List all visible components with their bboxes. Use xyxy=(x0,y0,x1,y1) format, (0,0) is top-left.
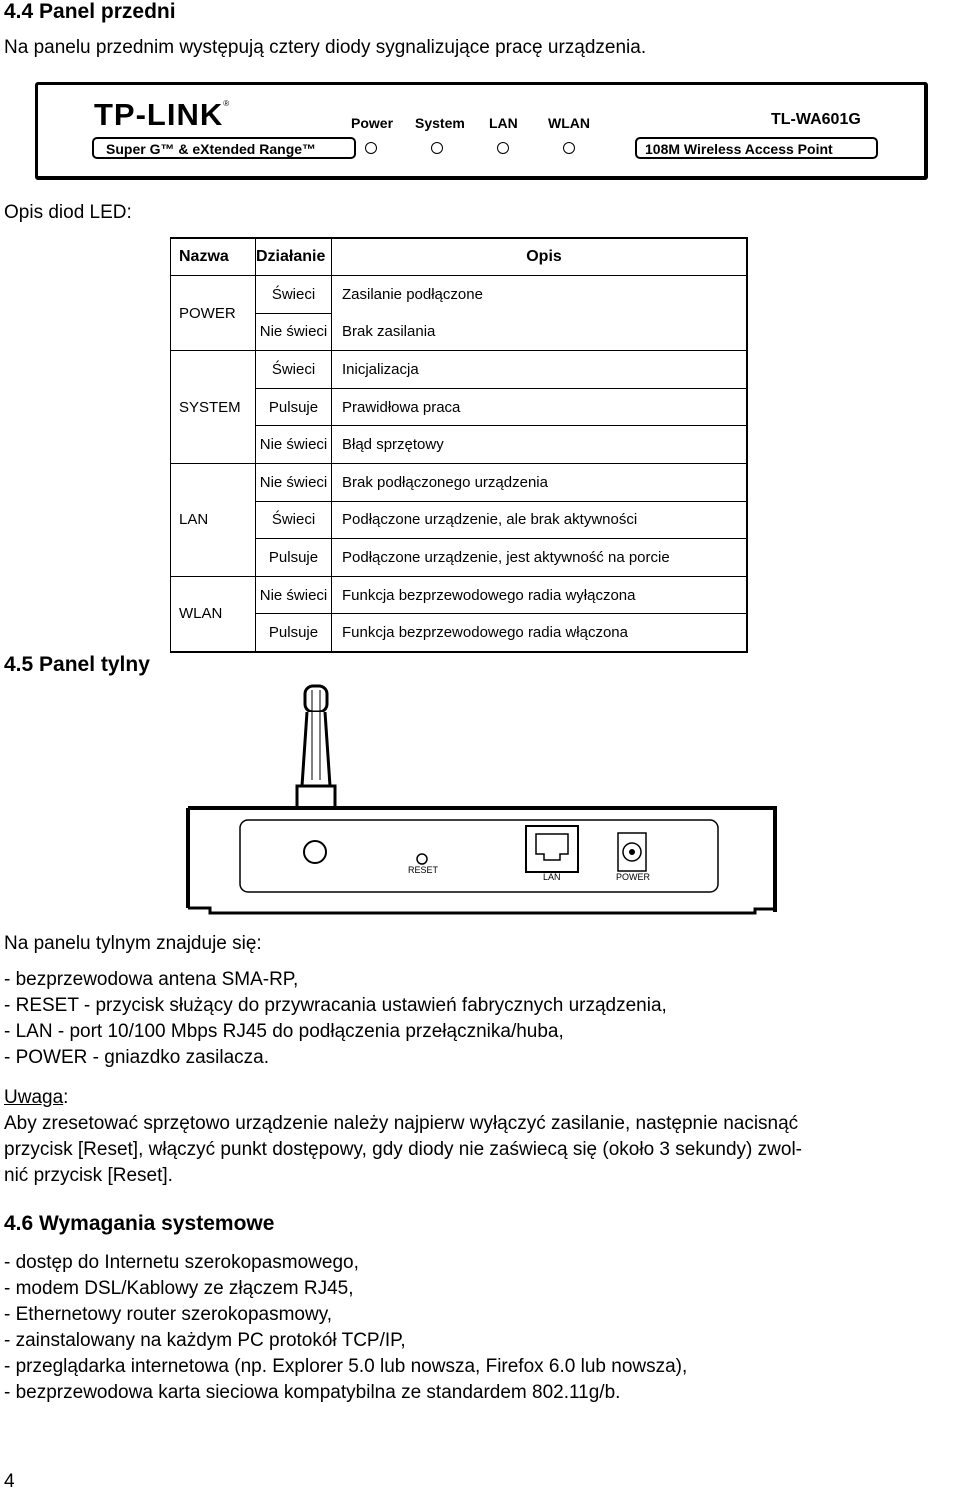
list-item: - bezprzewodowa karta sieciowa kompatybilna ze standardem 802.11g/b. xyxy=(4,1382,621,1403)
section-heading-rear: 4.5 Panel tylny xyxy=(4,653,150,676)
led-state: Świeci xyxy=(256,276,332,314)
rear-items-list xyxy=(4,967,667,1071)
led-description-table xyxy=(170,237,748,653)
led-desc: Funkcja bezprzewodowego radia wyłączona xyxy=(332,576,748,614)
note-block xyxy=(4,1085,960,1189)
led-desc: Inicjalizacja xyxy=(332,351,748,389)
led-system-indicator xyxy=(431,142,443,154)
note-line: nić przycisk [Reset]. xyxy=(4,1165,173,1186)
led-lan-indicator xyxy=(497,142,509,154)
led-state: Nie świeci xyxy=(256,576,332,614)
rear-label-reset: RESET xyxy=(408,865,439,875)
list-item: - RESET - przycisk służący do przywracania ustawień fabrycznych urządzenia, xyxy=(4,995,667,1016)
note-label: Uwaga xyxy=(4,1087,64,1108)
antenna-icon xyxy=(297,686,335,808)
section-heading-front: 4.4 Panel przedni xyxy=(4,0,176,23)
table-header-action: Działanie xyxy=(256,238,332,276)
note-line: przycisk [Reset], włączyć punkt dostępowy, gdy diody nie zaświecą się (około 3 sekundy) zwol- xyxy=(4,1139,802,1160)
list-item: - POWER - gniazdko zasilacza. xyxy=(4,1047,270,1068)
front-panel-illustration xyxy=(35,82,928,180)
note-line: Aby zresetować sprzętowo urządzenie należy najpierw wyłączyć zasilanie, następnie nacisnąć xyxy=(4,1113,799,1134)
led-state: Świeci xyxy=(256,351,332,389)
rear-panel-illustration xyxy=(180,680,780,915)
led-desc: Funkcja bezprzewodowego radia włączona xyxy=(332,614,748,652)
antenna-jack-icon xyxy=(304,841,326,863)
rear-panel-intro: Na panelu tylnym znajduje się: xyxy=(4,933,262,954)
brand-logo: TP-LINK® xyxy=(94,97,231,132)
led-name-wlan: WLAN xyxy=(171,576,256,652)
led-table-caption: Opis diod LED: xyxy=(4,202,132,223)
list-item: - modem DSL/Kablowy ze złączem RJ45, xyxy=(4,1278,354,1299)
page-number: 4 xyxy=(4,1471,15,1492)
section-heading-requirements: 4.6 Wymagania systemowe xyxy=(4,1212,275,1235)
led-desc: Błąd sprzętowy xyxy=(332,426,748,464)
led-power-indicator xyxy=(365,142,377,154)
reset-button-icon xyxy=(417,854,427,864)
rear-label-lan: LAN xyxy=(543,872,561,882)
model-label: TL-WA601G xyxy=(771,111,861,128)
led-name-lan: LAN xyxy=(171,463,256,576)
table-header-description: Opis xyxy=(332,238,748,276)
list-item: - bezprzewodowa antena SMA-RP, xyxy=(4,969,299,990)
list-item: - Ethernetowy router szerokopasmowy, xyxy=(4,1304,333,1325)
led-desc: Prawidłowa praca xyxy=(332,388,748,426)
list-item: - dostęp do Internetu szerokopasmowego, xyxy=(4,1252,359,1273)
lan-port-icon xyxy=(526,826,578,872)
tagline-box: Super G™ & eXtended Range™ xyxy=(92,137,356,159)
led-desc: Zasilanie podłączone xyxy=(332,276,748,314)
requirements-list xyxy=(4,1250,687,1406)
led-state: Pulsuje xyxy=(256,539,332,577)
list-item: - zainstalowany na każdym PC protokół TCP/IP, xyxy=(4,1330,406,1351)
led-state: Nie świeci xyxy=(256,426,332,464)
front-panel-intro: Na panelu przednim występują cztery diody sygnalizujące pracę urządzenia. xyxy=(4,37,647,58)
front-led-label-wlan: WLAN xyxy=(548,115,590,131)
led-state: Pulsuje xyxy=(256,614,332,652)
led-name-system: SYSTEM xyxy=(171,351,256,464)
table-header-name: Nazwa xyxy=(171,238,256,276)
led-desc: Podłączone urządzenie, ale brak aktywności xyxy=(332,501,748,539)
front-led-label-power: Power xyxy=(351,115,394,131)
list-item: - LAN - port 10/100 Mbps RJ45 do podłączenia przełącznika/huba, xyxy=(4,1021,564,1042)
led-state: Nie świeci xyxy=(256,463,332,501)
led-state: Pulsuje xyxy=(256,388,332,426)
led-state: Nie świeci xyxy=(256,313,332,351)
led-wlan-indicator xyxy=(563,142,575,154)
led-desc: Brak podłączonego urządzenia xyxy=(332,463,748,501)
led-desc: Brak zasilania xyxy=(332,313,748,351)
led-state: Świeci xyxy=(256,501,332,539)
product-box: 108M Wireless Access Point xyxy=(635,137,878,159)
led-desc: Podłączone urządzenie, jest aktywność na porcie xyxy=(332,539,748,577)
note-colon: : xyxy=(63,1087,69,1108)
front-led-label-system: System xyxy=(415,115,465,131)
rear-label-power: POWER xyxy=(616,872,651,882)
led-name-power: POWER xyxy=(171,276,256,351)
list-item: - przeglądarka internetowa (np. Explorer 5.0 lub nowsza, Firefox 6.0 lub nowsza), xyxy=(4,1356,688,1377)
front-led-label-lan: LAN xyxy=(489,115,518,131)
power-jack-icon xyxy=(618,833,646,871)
